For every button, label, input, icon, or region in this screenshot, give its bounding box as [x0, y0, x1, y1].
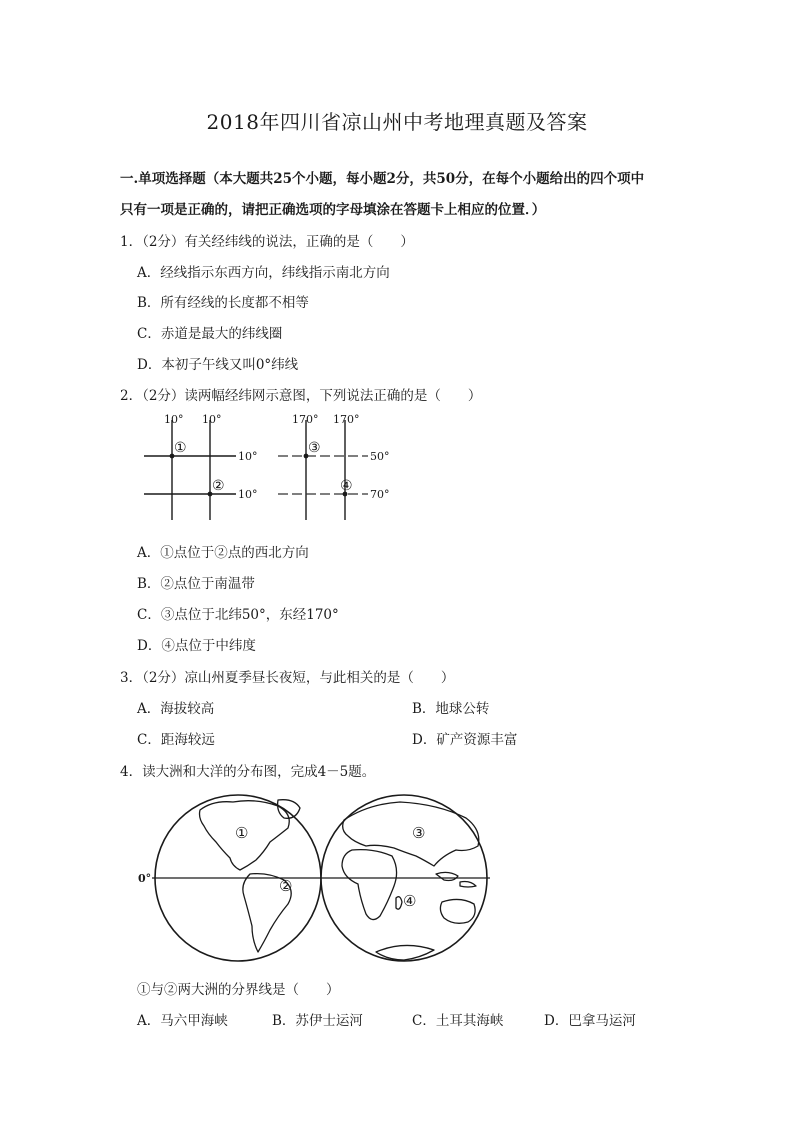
- question-3-stem: 3．（2分）凉山州夏季昼长夜短，与此相关的是（ ）: [120, 670, 455, 686]
- right-parallel-label-2: 70°: [370, 488, 390, 501]
- question-3-option-b: B．地球公转: [412, 701, 490, 717]
- map-marker-2: ②: [279, 877, 293, 895]
- question-2-option-d: D．④点位于中纬度: [137, 638, 256, 654]
- section-heading-line1: 一.单项选择题（本大题共25个小题，每小题2分，共50分，在每个小题给出的四个项中: [120, 171, 645, 187]
- map-marker-1: ①: [235, 824, 249, 842]
- question-3-option-c: C．距海较远: [137, 732, 215, 748]
- page-title: 2018年四川省凉山州中考地理真题及答案: [206, 110, 588, 134]
- right-parallel-label-1: 50°: [370, 450, 390, 463]
- question-4-option-b: B．苏伊士运河: [272, 1013, 363, 1029]
- right-meridian-label-2: 170°: [333, 413, 360, 426]
- right-meridian-label-1: 170°: [292, 413, 319, 426]
- question-2-stem: 2．（2分）读两幅经纬网示意图，下列说法正确的是（ ）: [120, 388, 482, 404]
- point-2-label: ②: [212, 478, 225, 494]
- question-3-option-d: D．矿产资源丰富: [412, 732, 518, 748]
- question-2-option-a: A．①点位于②点的西北方向: [137, 545, 309, 561]
- question-3-option-a: A．海拔较高: [137, 701, 215, 717]
- section-heading-line2: 只有一项是正确的，请把正确选项的字母填涂在答题卡上相应的位置．）: [120, 202, 546, 218]
- question-1-option-b: B．所有经线的长度都不相等: [137, 295, 309, 311]
- question-1-stem: 1．（2分）有关经纬线的说法，正确的是（ ）: [120, 234, 414, 250]
- point-3-label: ③: [308, 440, 321, 456]
- equator-label: 0°: [138, 872, 152, 885]
- world-map-figure: [138, 790, 492, 968]
- left-parallel-label-1: 10°: [238, 450, 258, 463]
- map-marker-3: ③: [412, 824, 426, 842]
- question-4-option-a: A．马六甲海峡: [137, 1013, 228, 1029]
- question-1-option-d: D．本初子午线又叫0°纬线: [137, 357, 299, 373]
- question-1-option-c: C．赤道是最大的纬线圈: [137, 326, 283, 342]
- left-meridian-label-1: 10°: [164, 413, 184, 426]
- left-parallel-label-2: 10°: [238, 488, 258, 501]
- graticule-figure: [140, 408, 400, 526]
- point-4-label: ④: [340, 478, 353, 494]
- question-2-option-b: B．②点位于南温带: [137, 576, 255, 592]
- question-1-option-a: A．经线指示东西方向，纬线指示南北方向: [137, 265, 390, 281]
- point-1-label: ①: [174, 440, 187, 456]
- question-4-option-c: C．土耳其海峡: [412, 1013, 504, 1029]
- question-4-sub-stem: ①与②两大洲的分界线是（ ）: [137, 982, 340, 998]
- map-marker-4: ④: [403, 892, 417, 910]
- left-meridian-label-2: 10°: [202, 413, 222, 426]
- question-4-option-d: D．巴拿马运河: [544, 1013, 636, 1029]
- question-2-option-c: C．③点位于北纬50°，东经170°: [137, 607, 339, 623]
- question-4-stem: 4．读大洲和大洋的分布图，完成4－5题。: [120, 764, 376, 780]
